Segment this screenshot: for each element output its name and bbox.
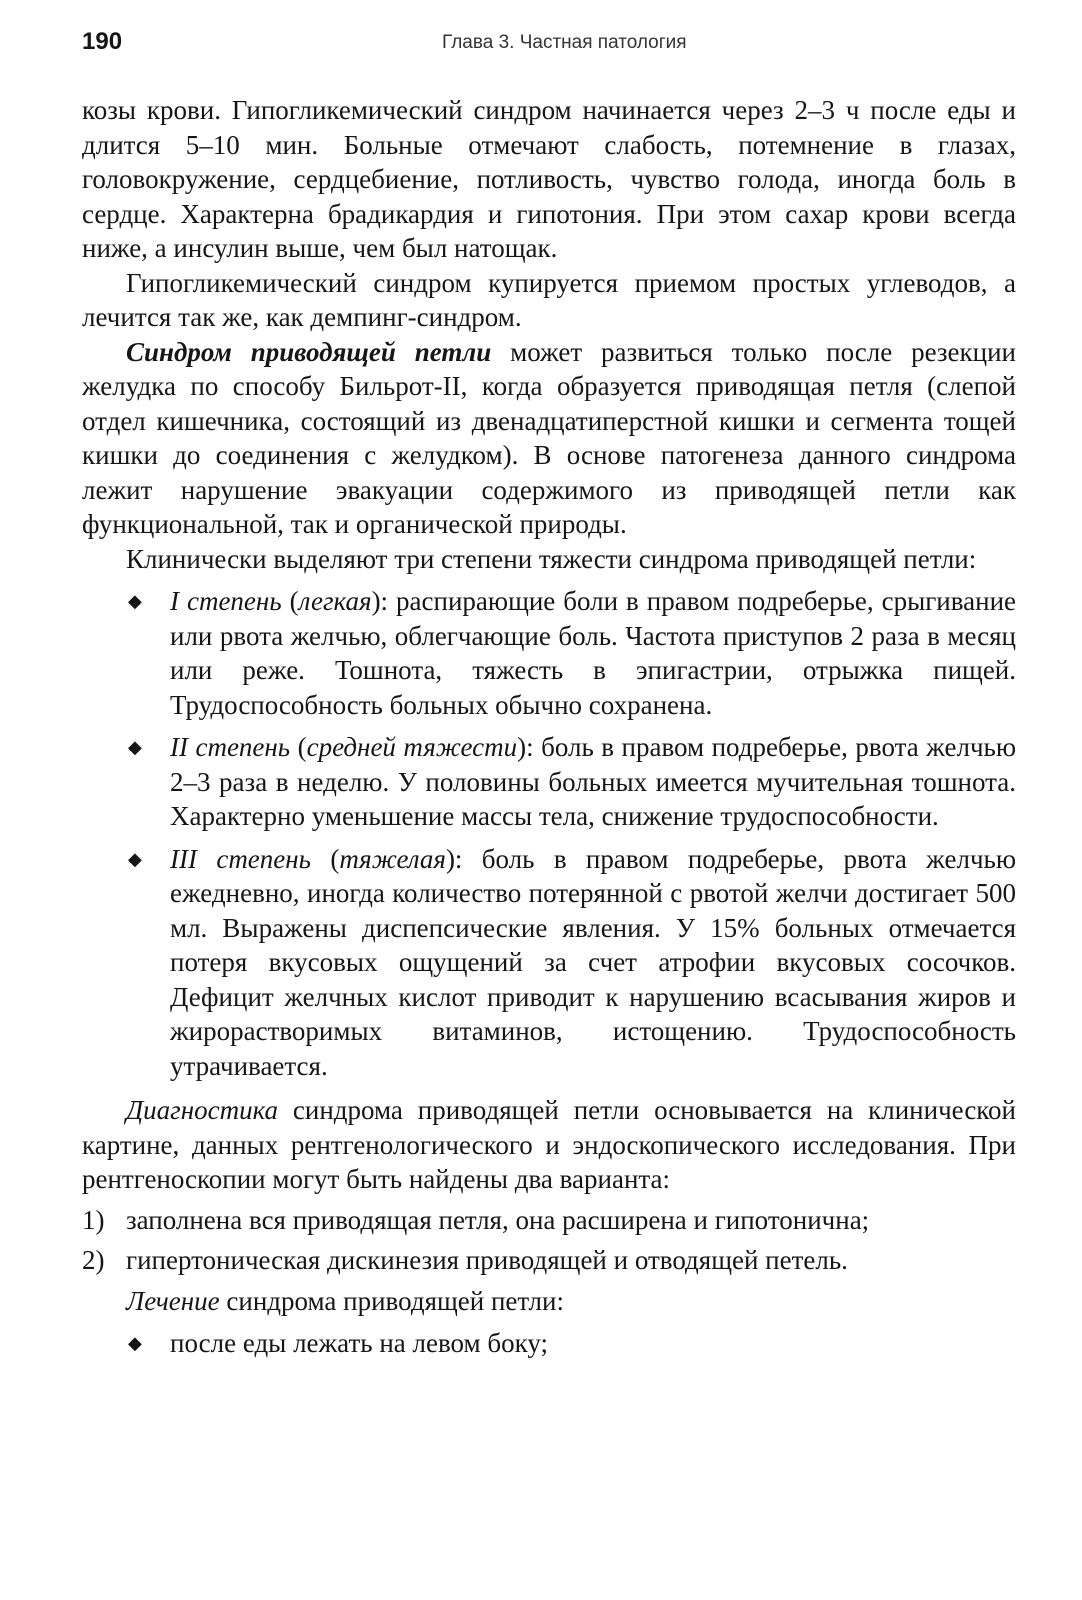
severity-degree: I степень <box>170 586 282 616</box>
variant-text: гипертоническая дискинезия приводящей и отводящей петель. <box>126 1245 848 1275</box>
variants-list <box>82 1203 1016 1278</box>
paren: ): <box>517 732 542 762</box>
severity-item-3 <box>82 842 1016 1084</box>
severity-text: боль в правом подреберье, рвота желчью 2–3 раза в неделю. У половины больных имеется мучительная тошнота. Характерно уменьшение массы тела, снижение трудоспособности. <box>170 732 1017 831</box>
list-number: 2) <box>82 1245 105 1275</box>
variant-text: заполнена вся приводящая петля, она расширена и гипотонична; <box>126 1204 870 1235</box>
term-diagnostics: Диагностика <box>126 1095 279 1125</box>
diamond-bullet-icon: ◆ <box>128 1333 142 1353</box>
paragraph-text: синдрома приводящей петли основывается на клинической картине, данных рентгенологического и эндоскопического исследования. При рентгеноскопии могут быть найдены два варианта: <box>82 1095 1016 1194</box>
paren: ( <box>281 586 299 616</box>
diamond-bullet-icon: ◆ <box>128 591 142 611</box>
treatment-item <box>82 1326 1016 1361</box>
paragraph-treatment <box>82 1284 1016 1319</box>
diamond-bullet-icon: ◆ <box>128 848 142 869</box>
variant-item <box>82 1243 1016 1278</box>
term-treatment: Лечение <box>126 1285 220 1316</box>
paren: ( <box>310 843 340 874</box>
paragraph-diagnostics <box>82 1093 1016 1197</box>
severity-item-2 <box>82 730 1016 834</box>
severity-degree: III степень <box>170 843 311 874</box>
term-afferent-loop: Синдром приводящей петли <box>126 336 492 367</box>
running-head: Глава 3. Частная патология <box>442 32 687 53</box>
diamond-bullet-icon: ◆ <box>128 737 142 757</box>
paragraph-continuation: козы крови. Гипогликемический синдром начинается через 2–3 ч после еды и длится 5–10 мин. Больные отмечают слабость, потемнение в глазах, головокружение, сердцебиение, потливость, чувство голода, иногда боль в сердце. Характерна брадикардия и гипотония. При этом сахар крови всегда ниже, а инсулин выше, чем был натощак. <box>82 95 1016 263</box>
severity-item-1 <box>82 584 1016 722</box>
treatment-text: после еды лежать на левом боку; <box>170 1328 548 1358</box>
severity-text: распирающие боли в правом подреберье, срыгивание или рвота желчью, облегчающие боль. Частота приступов 2 раза в месяц или реже. Тошнота, тяжесть в эпигастрии, отрыжка пищей. Трудоспособность больных обычно сохранена. <box>170 586 1017 720</box>
page-header <box>82 24 1020 64</box>
page-number: 190 <box>82 28 123 55</box>
severity-degree: II степень <box>170 732 291 762</box>
variant-item <box>82 1203 1016 1238</box>
severity-label: средней тяжести <box>306 732 518 762</box>
severity-label: тяжелая <box>339 843 446 874</box>
paren: ): <box>445 843 482 874</box>
paragraph-text: синдрома приводящей петли: <box>219 1285 564 1316</box>
paragraph-afferent-loop <box>82 335 1016 542</box>
paren: ( <box>290 732 307 762</box>
severity-text: боль в правом подреберье, рвота желчью ежедневно, иногда количество потерянной с рвотой желчи достигает 500 мл. Выражены диспепсические явления. У 15% больных отмечается потеря вкусовых ощущений за счет атрофии вкусовых сосочков. Дефицит желчных кислот приводит к нарушению всасывания жиров и жирорастворимых витаминов, истощению. Трудоспособность утрачивается. <box>170 843 1017 1081</box>
treatment-list <box>82 1326 1016 1361</box>
paragraph-hypoglycemic-treatment: Гипогликемический синдром купируется приемом простых углеводов, а лечится так же, как демпинг-синдром. <box>82 267 1016 332</box>
severity-label: легкая <box>298 586 372 616</box>
list-number: 1) <box>82 1204 105 1235</box>
paren: ): <box>371 586 397 616</box>
severity-list <box>82 584 1016 1083</box>
paragraph-text: может развиться только после резекции желудка по способу Бильрот-II, когда образуется приводящая петля (слепой отдел кишечника, состоящий из двенадцатиперстной кишки и сегмента тощей кишки до соединения с желудком). В основе патогенеза данного синдрома лежит нарушение эвакуации содержимого из приводящей петли как функциональной, так и органической природы. <box>82 336 1016 539</box>
paragraph-severity-intro: Клинически выделяют три степени тяжести синдрома приводящей петли: <box>126 543 977 574</box>
page-body <box>82 93 1016 1369</box>
